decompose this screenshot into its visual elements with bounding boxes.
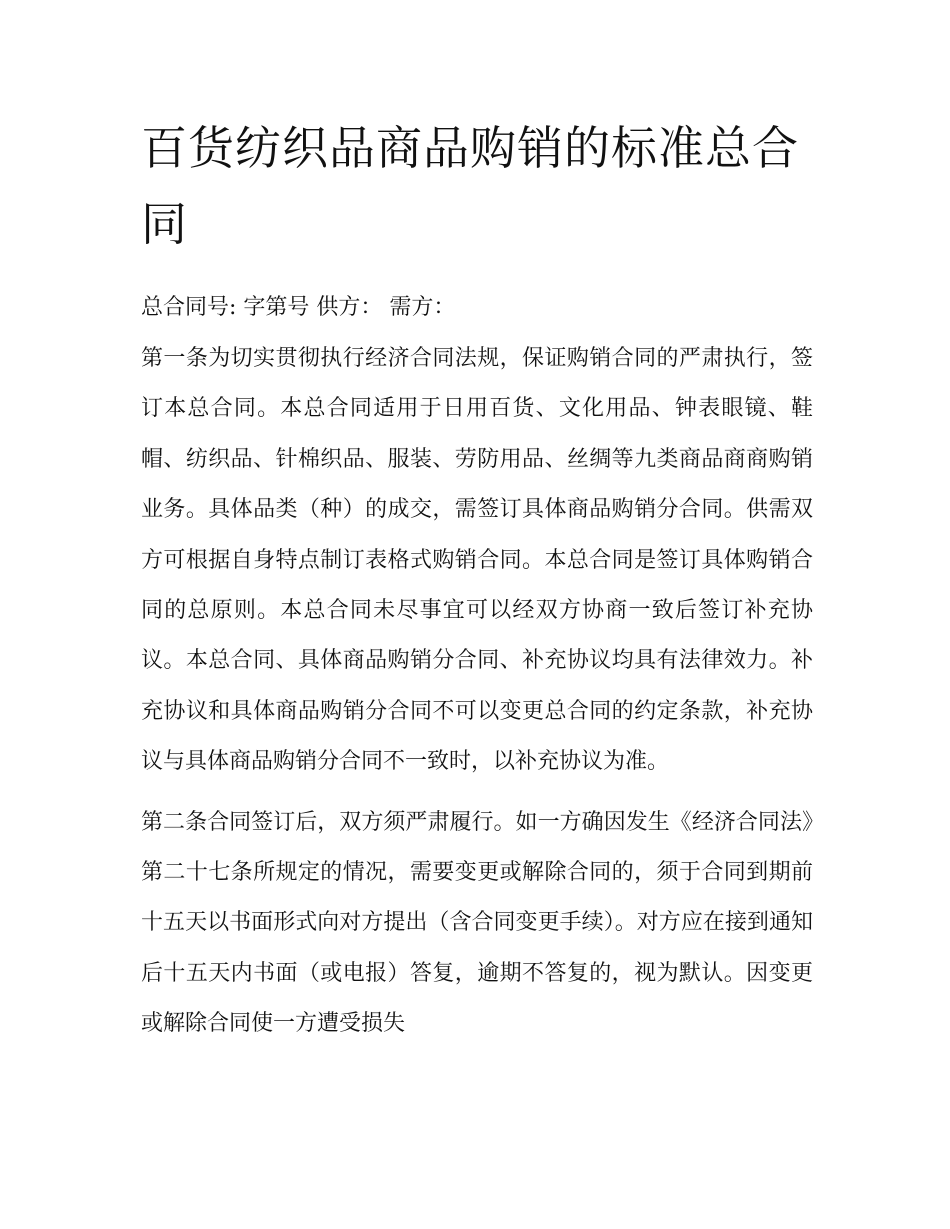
article-1-paragraph: 第一条为切实贯彻执行经济合同法规，保证购销合同的严肃执行，签订本总合同。本总合同适用于日用百货、文化用品、钟表眼镜、鞋帽、纺织品、针棉织品、服装、劳防用品、丝绸等九类商品商商购销业务。具体品类（种）的成交，需签订具体商品购销分合同。供需双方可根据自身特点制订表格式购销合同。本总合同是签订具体购销合同的总原则。本总合同未尽事宜可以经双方协商一致后签订补充协议。本总合同、具体商品购销分合同、补充协议均具有法律效力。补充协议和具体商品购销分合同不可以变更总合同的约定条款，补充协议与具体商品购销分合同不一致时，以补充协议为准。 [141, 346, 813, 775]
contract-meta-line: 总合同号: 字第号 供方： 需方： [141, 295, 456, 320]
article-2-paragraph: 第二条合同签订后，双方须严肃履行。如一方确因发生《经济合同法》第二十七条所规定的情况，需要变更或解除合同的，须于合同到期前十五天以书面形式向对方提出（含合同变更手续）。对方应在接到通知后十五天内书面（或电报）答复，逾期不答复的，视为默认。因变更或解除合同使一方遭受损失 [141, 809, 813, 1037]
document-page [141, 110, 813, 1050]
document-title: 百货纺织品商品购销的标准总合同 [141, 121, 799, 251]
